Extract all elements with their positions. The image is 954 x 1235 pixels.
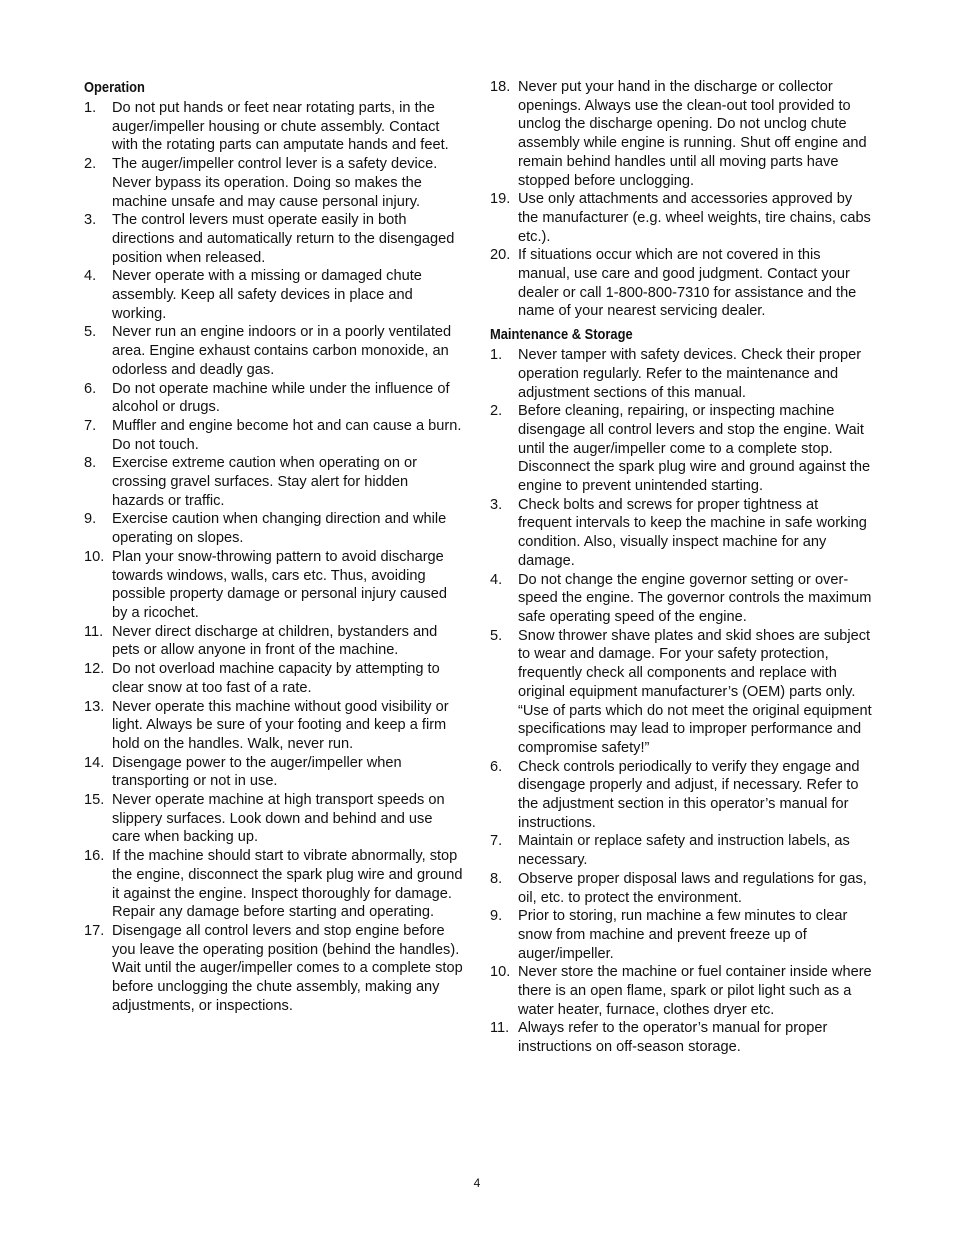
item-number: 6. (84, 380, 97, 397)
list-item (490, 832, 874, 869)
item-number: 7. (84, 417, 97, 434)
item-text: The auger/impeller control lever is a safety device. Never bypass its operation. Doing so makes the machine unsafe and may cause personal injury. (112, 156, 438, 210)
item-text: Do not overload machine capacity by attempting to clear snow at too fast of a rate. (112, 661, 440, 696)
list-item (84, 623, 464, 660)
list-item (84, 847, 464, 922)
item-text: Never store the machine or fuel container inside where there is an open flame, spark or pilot light such as a water heater, furnace, clothes dryer etc. (518, 964, 872, 1018)
list-item (84, 417, 464, 454)
item-number: 5. (84, 324, 97, 341)
operation-list (84, 99, 464, 1015)
list-item (490, 963, 874, 1019)
list-item (490, 627, 874, 758)
item-text: Disengage all control levers and stop engine before you leave the operating position (behind the handles). Wait until the auger/impeller comes to a complete stop before unclogging the chute assembly, making any adjustments, or inspections. (112, 922, 463, 1014)
list-item (490, 907, 874, 963)
item-number: 13. (84, 698, 105, 715)
operation-list-continued (490, 78, 874, 321)
list-item (84, 791, 464, 847)
item-number: 1. (84, 100, 97, 116)
list-item (84, 380, 464, 417)
item-number: 16. (84, 848, 105, 865)
item-number: 15. (84, 792, 105, 809)
list-item (84, 454, 464, 510)
list-item (490, 78, 874, 190)
item-text: Disengage power to the auger/impeller when transporting or not in use. (112, 754, 402, 790)
item-text: Exercise extreme caution when operating on or crossing gravel surfaces. Stay alert for hidden hazards or traffic. (112, 455, 418, 509)
item-text: Plan your snow-throwing pattern to avoid discharge towards windows, walls, cars etc. Thus, avoiding possible property damage or personal injury caused by a ricochet. (112, 548, 448, 621)
item-text: If situations occur which are not covered in this manual, use care and good judgment. Contact your dealer or call 1-800-800-7310 for assistance and the name of your nearest servicing dealer. (518, 247, 857, 320)
item-text: Exercise caution when changing direction and while operating on slopes. (112, 511, 447, 547)
item-number: 17. (84, 922, 105, 939)
item-number: 8. (490, 870, 503, 887)
item-text: Always refer to the operator’s manual for proper instructions on off-season storage. (518, 1020, 828, 1056)
list-item (84, 323, 464, 379)
item-number: 19. (490, 191, 511, 208)
item-number: 1. (490, 347, 503, 364)
list-item (84, 660, 464, 697)
item-text: Never direct discharge at children, bystanders and pets or allow anyone in front of the machine. (112, 623, 438, 659)
maintenance-list (490, 346, 874, 1057)
item-number: 20. (490, 247, 511, 264)
item-text: Observe proper disposal laws and regulations for gas, oil, etc. to protect the environment. (518, 870, 867, 906)
list-item (84, 510, 464, 547)
item-text: Use only attachments and accessories approved by the manufacturer (e.g. wheel weights, tire chains, cabs etc.). (518, 191, 871, 245)
item-text: Never run an engine indoors or in a poorly ventilated area. Engine exhaust contains carbon monoxide, an odorless and deadly gas. (112, 324, 452, 378)
maintenance-heading: Maintenance & Storage (490, 326, 633, 344)
item-text: Never operate this machine without good visibility or light. Always be sure of your footing and keep a firm hold on the handles. Walk, never run. (112, 698, 449, 752)
item-number: 3. (490, 496, 503, 513)
list-item (84, 754, 464, 791)
item-number: 7. (490, 833, 503, 850)
item-number: 8. (84, 455, 97, 472)
item-text: Do not operate machine while under the influence of alcohol or drugs. (112, 380, 450, 416)
list-item (84, 99, 464, 155)
list-item (490, 870, 874, 907)
item-text: Never tamper with safety devices. Check their proper operation regularly. Refer to the maintenance and adjustment sections of this manual. (518, 347, 862, 401)
list-item (490, 402, 874, 496)
item-text: Do not put hands or feet near rotating parts, in the auger/impeller housing or chute assembly. Contact with the rotating parts can amputate hands and feet. (112, 100, 449, 154)
left-column (84, 78, 464, 1015)
item-text: Check controls periodically to verify they engage and disengage properly and adjust, if necessary. Refer to the adjustment section in this operator’s manual for instructions. (518, 758, 860, 831)
item-text: Muffler and engine become hot and can cause a burn. Do not touch. (112, 417, 462, 453)
list-item (490, 246, 874, 321)
list-item (84, 155, 464, 211)
item-number: 18. (490, 79, 511, 95)
list-item (490, 571, 874, 627)
item-text: If the machine should start to vibrate abnormally, stop the engine, disconnect the spark plug wire and ground it against the engine. Inspect thoroughly for damage. Repair any damage before starting and operating. (112, 848, 463, 921)
item-number: 2. (490, 403, 503, 420)
item-text: Never operate machine at high transport speeds on slippery surfaces. Look down and behind and use care when backing up. (112, 792, 445, 846)
item-number: 9. (84, 511, 97, 528)
item-text: Never operate with a missing or damaged chute assembly. Keep all safety devices in place and working. (112, 268, 422, 322)
list-item (490, 1019, 874, 1056)
list-item (84, 267, 464, 323)
list-item (84, 698, 464, 754)
list-item (490, 758, 874, 833)
item-text: Snow thrower shave plates and skid shoes are subject to wear and damage. For your safety protection, frequently check all components and replace with original equipment manufacturer’s (OEM) parts only. “Use of parts which do not meet the original equipment specifications may lead to improper performance and compromise safety!” (518, 627, 872, 756)
item-number: 11. (490, 1020, 510, 1037)
item-text: The control levers must operate easily in both directions and automatically return to the disengaged position when released. (112, 212, 455, 266)
item-number: 14. (84, 754, 105, 771)
right-column (490, 78, 874, 1057)
list-item (490, 496, 874, 571)
operation-heading: Operation (84, 79, 145, 96)
item-text: Never put your hand in the discharge or collector openings. Always use the clean-out tool provided to unclog the discharge opening. Do not unclog chute assembly while engine is running. Shut off engine and remain behind handles until all moving parts have stopped before unclogging. (518, 79, 867, 189)
item-number: 9. (490, 908, 503, 925)
list-item (490, 190, 874, 246)
item-number: 3. (84, 212, 97, 229)
list-item (490, 346, 874, 402)
list-item (84, 922, 464, 1016)
item-number: 4. (490, 571, 503, 588)
page-number: 4 (473, 1176, 481, 1190)
item-text: Prior to storing, run machine a few minutes to clear snow from machine and prevent freeze up of auger/impeller. (518, 908, 848, 962)
item-text: Before cleaning, repairing, or inspecting machine disengage all control levers and stop the engine. Wait until the auger/impeller come to a complete stop. Disconnect the spark plug wire and ground against the engine to prevent unintended starting. (518, 403, 871, 495)
item-number: 12. (84, 661, 105, 678)
item-number: 6. (490, 758, 503, 775)
item-number: 11. (84, 623, 104, 640)
item-number: 4. (84, 268, 97, 285)
item-text: Check bolts and screws for proper tightness at frequent intervals to keep the machine in safe working condition. Also, visually inspect machine for any damage. (518, 496, 867, 569)
item-number: 5. (490, 627, 503, 644)
item-number: 10. (490, 964, 511, 981)
list-item (84, 548, 464, 623)
item-text: Maintain or replace safety and instruction labels, as necessary. (518, 833, 850, 869)
item-text: Do not change the engine governor setting or over-speed the engine. The governor controls the maximum safe operating speed of the engine. (518, 571, 872, 625)
item-number: 2. (84, 156, 97, 173)
item-number: 10. (84, 548, 105, 565)
list-item (84, 211, 464, 267)
